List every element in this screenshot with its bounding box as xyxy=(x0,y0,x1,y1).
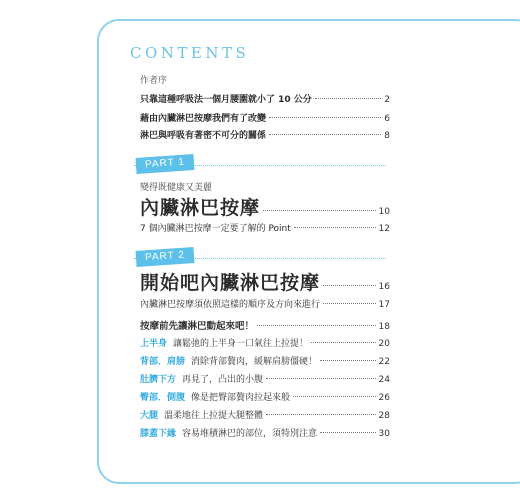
section-keyword: 膝蓋下緣 xyxy=(140,429,177,439)
part2-title: 開始吧內臟淋巴按摩 xyxy=(140,272,321,294)
contents-title: CONTENTS xyxy=(130,44,250,62)
leader-dots xyxy=(257,325,376,326)
toc-row-part1-title[interactable] xyxy=(140,193,390,220)
leader-dots xyxy=(323,285,376,286)
leader-dots xyxy=(320,432,376,433)
toc-entry-text: 按摩前先讓淋巴動起來吧！ xyxy=(140,321,255,332)
page-number: 8 xyxy=(384,131,390,141)
section-keyword: 背部．肩膀 xyxy=(140,357,186,367)
page-number: 2 xyxy=(384,95,390,105)
leader-dots xyxy=(266,414,376,415)
part1-subtitle: 變得既健康又美麗 xyxy=(140,183,213,193)
leader-dots xyxy=(266,378,376,379)
leader-dots xyxy=(323,303,376,304)
toc-row-section-5[interactable] xyxy=(140,408,390,421)
page-number: 22 xyxy=(378,357,390,367)
toc-entry-text: 內臟淋巴按摩須依照這樣的順序及方向來進行 xyxy=(140,300,321,310)
toc-row-section-6[interactable] xyxy=(140,426,390,439)
toc-row-preface-3[interactable] xyxy=(140,128,390,141)
page-number: 6 xyxy=(384,114,390,124)
toc-row-preface-2[interactable] xyxy=(140,111,390,124)
section-keyword: 臀部．側腹 xyxy=(140,393,186,403)
section-desc: 再見了，凸出的小腹 xyxy=(182,375,264,385)
preface-label: 作者序 xyxy=(140,76,168,86)
leader-dots xyxy=(263,210,376,211)
toc-row-part2-1[interactable] xyxy=(140,297,390,310)
page-number: 24 xyxy=(378,375,390,385)
leader-dots xyxy=(269,134,381,135)
part1-title: 內臟淋巴按摩 xyxy=(140,197,261,219)
leader-dots xyxy=(293,396,376,397)
page-number: 30 xyxy=(378,429,390,439)
toc-row-section-4[interactable] xyxy=(140,390,390,403)
toc-row-part2-2[interactable] xyxy=(140,318,390,332)
toc-row-preface-1[interactable] xyxy=(140,92,390,105)
section-desc: 溫柔地往上拉提大腿整體 xyxy=(164,411,264,421)
part1-badge: PART 1 xyxy=(136,154,195,174)
section-desc: 容易堆積淋巴的部位，須特別注意 xyxy=(182,429,318,439)
toc-entry-text: 7 個內臟淋巴按摩一定要了解的 Point xyxy=(140,224,291,234)
leader-dots xyxy=(320,360,376,361)
leader-dots xyxy=(311,342,376,343)
page-number: 28 xyxy=(378,411,390,421)
toc-row-section-3[interactable] xyxy=(140,372,390,385)
toc-entry-text: 淋巴與呼吸有著密不可分的關係 xyxy=(140,131,267,141)
toc-row-part2-title[interactable] xyxy=(140,268,390,295)
page-number: 17 xyxy=(378,300,390,310)
page-number: 26 xyxy=(378,393,390,403)
part2-badge: PART 2 xyxy=(136,247,195,267)
section-desc: 消除背部贅肉，緩解肩膀僵硬！ xyxy=(191,357,318,367)
page-number: 20 xyxy=(378,339,390,349)
leader-dots xyxy=(269,117,381,118)
toc-row-section-1[interactable] xyxy=(140,336,390,349)
section-desc: 讓鬆弛的上半身一口氣往上拉提！ xyxy=(173,339,309,349)
toc-row-section-2[interactable] xyxy=(140,354,390,367)
page-number: 18 xyxy=(378,322,390,332)
toc-row-part1-1[interactable] xyxy=(140,221,390,234)
page-number: 10 xyxy=(378,207,390,217)
section-desc: 像是把臀部贅肉拉起來般 xyxy=(191,393,291,403)
section-keyword: 上半身 xyxy=(140,339,168,349)
page-number: 12 xyxy=(378,224,390,234)
leader-dots xyxy=(294,227,376,228)
section-keyword: 大腿 xyxy=(140,411,159,421)
page-number: 16 xyxy=(378,282,390,292)
leader-dots xyxy=(315,98,381,99)
section-keyword: 肚臍下方 xyxy=(140,375,177,385)
toc-entry-text: 藉由內臟淋巴按摩我們有了改變 xyxy=(140,114,267,124)
toc-entry-text: 只靠這種呼吸法一個月腰圍就小了 10 公分 xyxy=(140,95,312,105)
